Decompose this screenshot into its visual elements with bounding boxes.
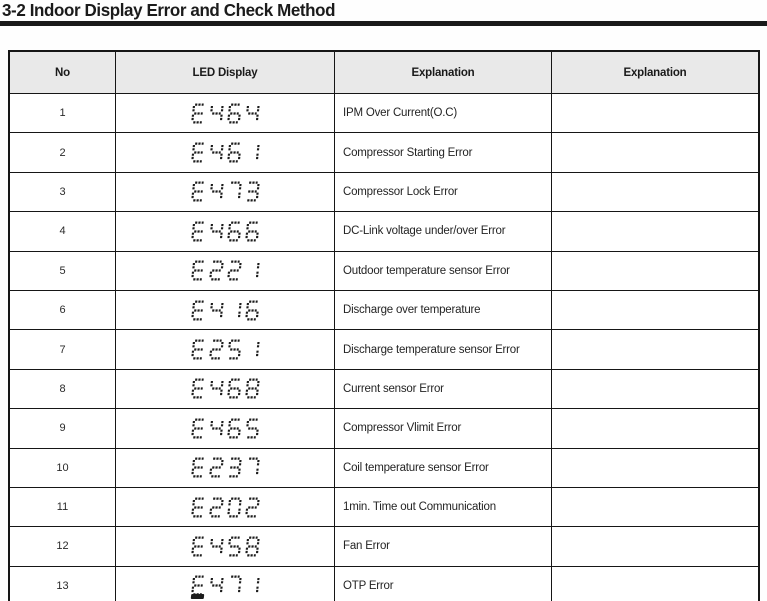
led-display-cell — [116, 370, 335, 408]
table-row — [10, 448, 758, 487]
table-row — [10, 487, 758, 526]
row-number: 6 — [10, 291, 116, 329]
explanation-text: Compressor Lock Error — [335, 173, 552, 211]
page-title: 3-2 Indoor Display Error and Check Method — [2, 0, 336, 20]
table-row — [10, 211, 758, 250]
led-display-cell — [116, 488, 335, 526]
explanation-text: DC-Link voltage under/over Error — [335, 212, 552, 250]
led-segment-fragment — [191, 594, 205, 599]
row-number: 3 — [10, 173, 116, 211]
explanation-text: IPM Over Current(O.C) — [335, 94, 552, 132]
row-number: 4 — [10, 212, 116, 250]
explanation-empty-cell — [552, 409, 758, 447]
explanation-text: Fan Error — [335, 527, 552, 565]
seven-segment-code — [191, 497, 260, 518]
seven-segment-code — [191, 339, 260, 360]
explanation-empty-cell — [552, 133, 758, 171]
explanation-text: 1min. Time out Communication — [335, 488, 552, 526]
table-row — [10, 172, 758, 211]
led-display-cell — [116, 94, 335, 132]
row-number: 5 — [10, 252, 116, 290]
table-row — [10, 329, 758, 368]
led-display-cell — [116, 212, 335, 250]
explanation-empty-cell — [552, 527, 758, 565]
table-header-row — [10, 52, 758, 93]
row-number: 12 — [10, 527, 116, 565]
led-display-cell — [116, 291, 335, 329]
explanation-empty-cell — [552, 488, 758, 526]
explanation-text: Compressor Vlimit Error — [335, 409, 552, 447]
seven-segment-code — [191, 536, 260, 557]
table-row — [10, 566, 758, 601]
table-body — [10, 93, 758, 601]
row-number: 10 — [10, 449, 116, 487]
table-row — [10, 251, 758, 290]
column-header-explanation: Explanation — [335, 52, 552, 93]
title-underline — [0, 21, 767, 26]
led-display-cell — [116, 133, 335, 171]
explanation-empty-cell — [552, 252, 758, 290]
seven-segment-code — [191, 221, 260, 242]
explanation-text: Outdoor temperature sensor Error — [335, 252, 552, 290]
error-code-table — [8, 50, 760, 601]
table-row — [10, 93, 758, 132]
row-number: 9 — [10, 409, 116, 447]
seven-segment-code — [191, 103, 260, 124]
row-number: 1 — [10, 94, 116, 132]
seven-segment-code — [191, 378, 260, 399]
led-display-cell — [116, 449, 335, 487]
row-number: 8 — [10, 370, 116, 408]
seven-segment-code — [191, 142, 260, 163]
led-display-cell — [116, 252, 335, 290]
seven-segment-code — [191, 181, 260, 202]
explanation-text: Coil temperature sensor Error — [335, 449, 552, 487]
column-header-no: No — [10, 52, 116, 93]
row-number: 2 — [10, 133, 116, 171]
table-row — [10, 369, 758, 408]
explanation-text: Compressor Starting Error — [335, 133, 552, 171]
explanation-empty-cell — [552, 330, 758, 368]
explanation-text: Discharge over temperature — [335, 291, 552, 329]
table-row — [10, 408, 758, 447]
explanation-empty-cell — [552, 370, 758, 408]
table-row — [10, 290, 758, 329]
column-header-led-display: LED Display — [116, 52, 335, 93]
explanation-text: Current sensor Error — [335, 370, 552, 408]
led-display-cell — [116, 409, 335, 447]
explanation-empty-cell — [552, 212, 758, 250]
column-header-explanation: Explanation — [552, 52, 758, 93]
explanation-empty-cell — [552, 173, 758, 211]
seven-segment-code — [191, 260, 260, 281]
led-display-cell — [116, 173, 335, 211]
seven-segment-code — [191, 457, 260, 478]
led-display-cell — [116, 330, 335, 368]
explanation-empty-cell — [552, 291, 758, 329]
table-row — [10, 132, 758, 171]
explanation-text: OTP Error — [335, 567, 552, 601]
explanation-text: Discharge temperature sensor Error — [335, 330, 552, 368]
explanation-empty-cell — [552, 449, 758, 487]
row-number: 13 — [10, 567, 116, 601]
led-display-cell — [116, 527, 335, 565]
row-number: 7 — [10, 330, 116, 368]
seven-segment-code — [191, 300, 260, 321]
row-number: 11 — [10, 488, 116, 526]
explanation-empty-cell — [552, 567, 758, 601]
seven-segment-code — [191, 418, 260, 439]
led-display-cell — [116, 567, 335, 601]
explanation-empty-cell — [552, 94, 758, 132]
table-row — [10, 526, 758, 565]
